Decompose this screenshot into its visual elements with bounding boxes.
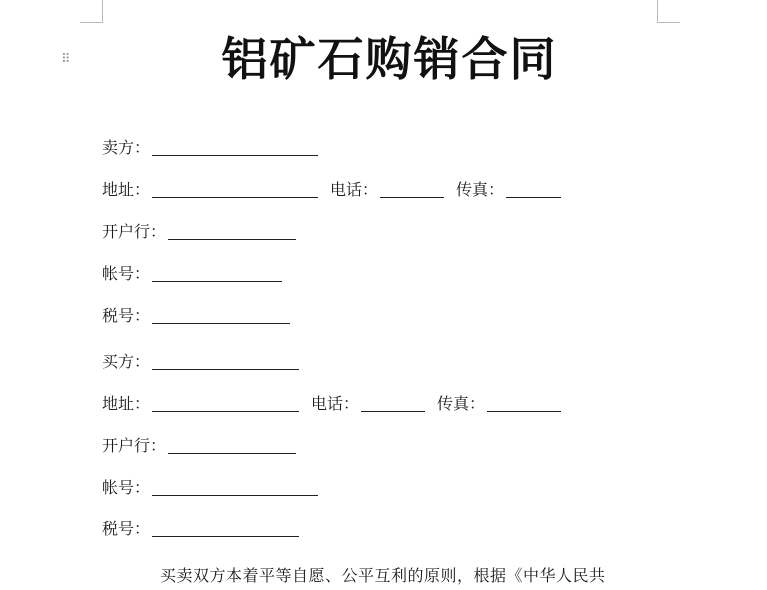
seller-bank-line <box>102 221 296 243</box>
seller-account-label: 帐号： <box>102 264 151 283</box>
buyer-tax-label: 税号： <box>102 519 151 538</box>
seller-party-line <box>102 137 318 159</box>
buyer-account-blank[interactable] <box>152 480 318 496</box>
seller-address-blank[interactable] <box>152 182 318 198</box>
buyer-address-line <box>102 393 561 415</box>
buyer-bank-line <box>102 435 296 457</box>
seller-tax-blank[interactable] <box>152 308 290 324</box>
buyer-bank-blank[interactable] <box>168 438 296 454</box>
seller-address-line <box>102 179 561 201</box>
seller-bank-label: 开户行： <box>102 222 167 241</box>
seller-tax-line <box>102 305 290 327</box>
buyer-party-line <box>102 351 299 373</box>
buyer-fax-label: 传真： <box>437 394 486 413</box>
buyer-tax-line <box>102 518 299 540</box>
seller-phone-label: 电话： <box>330 180 379 199</box>
buyer-phone-label: 电话： <box>311 394 360 413</box>
seller-account-blank[interactable] <box>152 266 282 282</box>
buyer-account-label: 帐号： <box>102 478 151 497</box>
buyer-address-blank[interactable] <box>152 396 299 412</box>
buyer-bank-label: 开户行： <box>102 436 167 455</box>
seller-bank-blank[interactable] <box>168 224 296 240</box>
page-corner-mark-top-left <box>80 0 103 23</box>
seller-tax-label: 税号： <box>102 306 151 325</box>
buyer-address-label: 地址： <box>102 394 151 413</box>
buyer-fax-blank[interactable] <box>487 396 561 412</box>
seller-fax-blank[interactable] <box>506 182 561 198</box>
buyer-account-line <box>102 477 318 499</box>
buyer-party-blank[interactable] <box>152 354 299 370</box>
buyer-tax-blank[interactable] <box>152 521 299 537</box>
seller-address-label: 地址： <box>102 180 151 199</box>
intro-paragraph: 买卖双方本着平等自愿、公平互利的原则，根据《中华人民共 <box>160 566 606 585</box>
seller-party-label: 卖方： <box>102 138 151 157</box>
buyer-phone-blank[interactable] <box>361 396 425 412</box>
drag-handle-icon[interactable]: ⠿ <box>61 52 70 67</box>
seller-phone-blank[interactable] <box>380 182 444 198</box>
seller-fax-label: 传真： <box>456 180 505 199</box>
document-title: 铝矿石购销合同 <box>221 32 558 86</box>
seller-party-blank[interactable] <box>152 140 318 156</box>
page-corner-mark-top-right <box>657 0 680 23</box>
seller-account-line <box>102 263 282 285</box>
buyer-party-label: 买方： <box>102 352 151 371</box>
